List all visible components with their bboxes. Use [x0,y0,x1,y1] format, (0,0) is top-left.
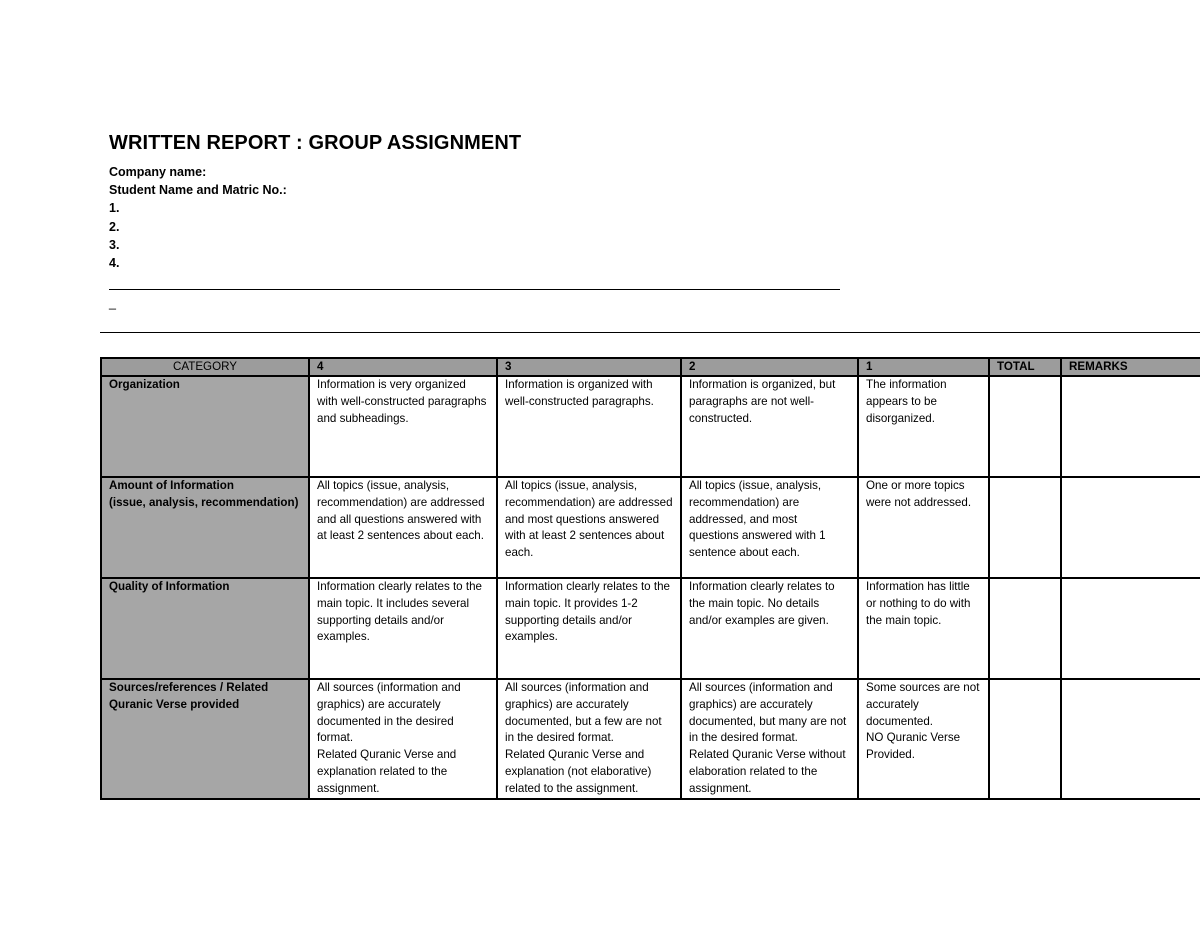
section-divider [100,332,1200,333]
total-cell[interactable] [989,477,1061,578]
student-number-4: 4. [109,255,120,270]
rubric-row [101,477,1200,578]
score-4-cell: All sources (information and graphics) are accurately documented in the desired format. Related Quranic Verse and explanation related to the assignment. [309,679,497,799]
student-info-block [109,163,287,272]
score-1-cell: Some sources are not accurately documented. NO Quranic Verse Provided. [858,679,989,799]
score-2-cell: Information clearly relates to the main topic. No details and/or examples are given. [681,578,858,679]
score-2-cell: All topics (issue, analysis, recommendation) are addressed, and most questions answered with 1 sentence about each. [681,477,858,578]
remarks-cell[interactable] [1061,679,1200,799]
header-category: CATEGORY [101,358,309,376]
total-cell[interactable] [989,578,1061,679]
student-number-1: 1. [109,201,120,216]
header-score-2: 2 [681,358,858,376]
score-2-cell: All sources (information and graphics) are accurately documented, but many are not in the desired format. Related Quranic Verse without elaboration related to the assignment. [681,679,858,799]
score-3-cell: Information clearly relates to the main topic. It provides 1-2 supporting details and/or examples. [497,578,681,679]
header-score-4: 4 [309,358,497,376]
remarks-cell[interactable] [1061,578,1200,679]
remarks-cell[interactable] [1061,376,1200,477]
rubric-row [101,578,1200,679]
score-2-cell: Information is organized, but paragraphs are not well-constructed. [681,376,858,477]
divider-line [109,289,840,290]
score-4-cell: Information is very organized with well-constructed paragraphs and subheadings. [309,376,497,477]
document-title: WRITTEN REPORT : GROUP ASSIGNMENT [109,132,522,154]
score-1-cell: The information appears to be disorganized. [858,376,989,477]
student-name-label: Student Name and Matric No.: [109,183,287,198]
category-cell: Sources/references / Related Quranic Verse provided [101,679,309,799]
rubric-row [101,376,1200,477]
category-cell: Amount of Information (issue, analysis, recommendation) [101,477,309,578]
dash-mark: _ [109,296,116,310]
rubric-table [100,357,1200,800]
rubric-header-row [101,358,1200,376]
total-cell[interactable] [989,679,1061,799]
score-3-cell: All sources (information and graphics) are accurately documented, but a few are not in the desired format. Related Quranic Verse and explanation (not elaborative) related to the assignment. [497,679,681,799]
category-cell: Organization [101,376,309,477]
total-cell[interactable] [989,376,1061,477]
header-total: TOTAL [989,358,1061,376]
rubric-row [101,679,1200,799]
score-4-cell: Information clearly relates to the main topic. It includes several supporting details and/or examples. [309,578,497,679]
student-number-2: 2. [109,219,120,234]
score-1-cell: One or more topics were not addressed. [858,477,989,578]
header-remarks: REMARKS [1061,358,1200,376]
score-3-cell: Information is organized with well-constructed paragraphs. [497,376,681,477]
remarks-cell[interactable] [1061,477,1200,578]
company-name-label: Company name: [109,165,207,179]
score-1-cell: Information has little or nothing to do with the main topic. [858,578,989,679]
header-score-3: 3 [497,358,681,376]
student-number-3: 3. [109,237,120,252]
score-3-cell: All topics (issue, analysis, recommendation) are addressed and most questions answered with at least 2 sentences about each. [497,477,681,578]
score-4-cell: All topics (issue, analysis, recommendation) are addressed and all questions answered with at least 2 sentences about each. [309,477,497,578]
category-cell: Quality of Information [101,578,309,679]
header-score-1: 1 [858,358,989,376]
